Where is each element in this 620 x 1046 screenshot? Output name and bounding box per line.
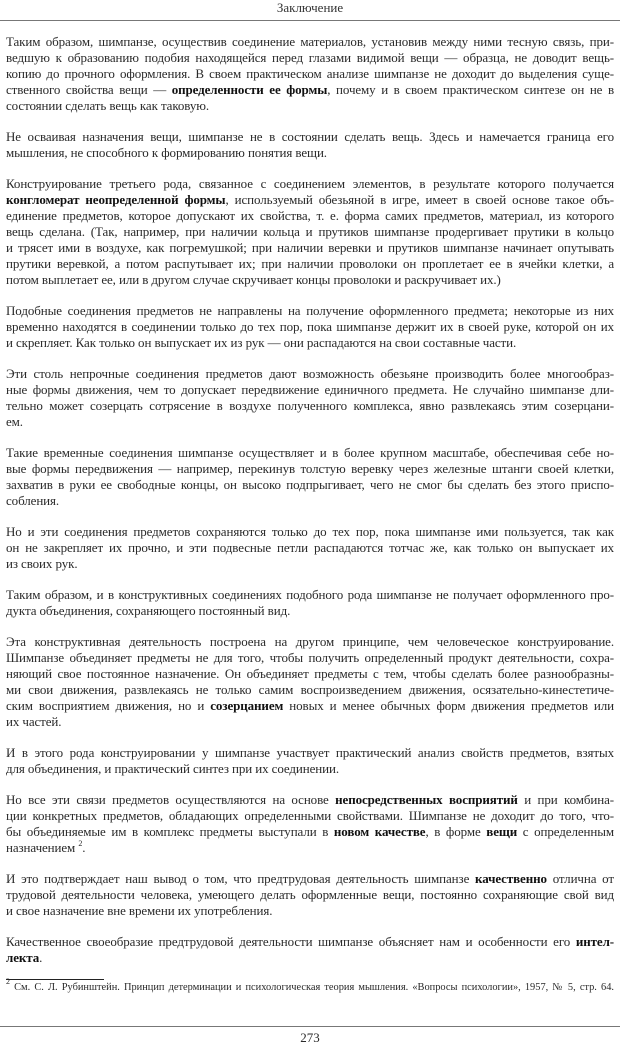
text-line [6,66,614,82]
text-run: ми свои движения, развлекаясь не только самим воспроизведением движения, осязательно-кинестетиче- [6,682,614,697]
text-line [6,887,614,903]
text-run: отлична от [546,871,614,886]
text-line [6,82,614,98]
text-line [6,761,614,777]
text-run: ским восприятием движения, но и [6,698,211,713]
text-line [6,319,614,335]
paragraph [6,871,614,919]
text-line [6,34,614,50]
bold-term: непосредственных восприятий [335,792,518,807]
text-line [6,634,614,650]
text-line [6,840,614,856]
text-run: вые формы передвижения — например, перекинув толстую веревку через железные штанги своей клетки, [6,461,614,476]
bold-term: новом качестве [333,824,426,839]
text-line [6,414,614,430]
text-line [6,540,614,556]
text-line [6,303,614,319]
text-line [6,714,614,730]
text-run: бы объединяемые им в комплекс предметы выступали в [6,824,334,839]
text-line [6,256,614,272]
text-run: Таким образом, шимпанзе, осуществив соединение материалов, установив между ними тесную связь, при- [6,34,614,49]
paragraph [6,587,614,619]
footnote-reference: 2 [78,839,83,848]
text-run: трудовой деятельности человека, умеющего делать оформленные вещи, постоянно сохраняющие свой вид [6,887,614,902]
running-header: Заключение [276,0,344,15]
text-run: вещь сделана. (Так, например, при наличии кольца и прутиков шимпанзе продергивает прутики в кольцо [6,224,614,239]
text-run: Не осваивая назначения вещи, шимпанзе не в состоянии сделать вещь. Здесь и намечается граница его [6,129,614,144]
text-run: состоянии сделать вещь как таковую. [6,98,210,113]
text-line [6,240,614,256]
paragraph [6,129,614,161]
text-run: из своих рук. [6,556,78,571]
text-run: собления. [6,493,60,508]
paragraph [6,445,614,509]
footnote-rule [6,979,104,980]
text-run: Но и эти соединения предметов сохраняются только до тех пор, пока шимпанзе ими пользуется, так как [6,524,614,539]
bold-term: созерцанием [210,698,284,713]
text-line [6,587,614,603]
text-run: с определенным [517,824,614,839]
text-run: Таким образом, и в конструктивных соединениях подобного рода шимпанзе не получает оформленного про- [6,587,614,602]
text-run: ции конкретных предметов, обладающих определенными свойствами. Шимпанзе не доходит до того, что- [6,808,614,823]
paragraph [6,792,614,856]
text-line [6,398,614,414]
body-text [6,34,614,981]
text-run: И это подтверждает наш вывод о том, что предтрудовая деятельность шимпанзе [6,871,476,886]
text-run: и трясет ими в воздухе, как погремушкой; при наличии веревки и прутиков шимпанзе начинает опутывать [6,240,614,255]
text-run: временно находятся в соединении только до тех пор, пока шимпанзе держит их в своей руке, которой он их [6,319,614,334]
text-run: единение предметов, которое допускают их свойства, т. е. форма самих предметов, материал, из которого [6,208,614,223]
text-line [6,556,614,572]
text-line [6,666,614,682]
text-run: мышления, не способного к формированию понятия вещи. [6,145,327,160]
text-line [6,98,614,114]
text-line [6,745,614,761]
text-line [6,524,614,540]
text-line [6,808,614,824]
text-run: ем. [6,414,23,429]
text-line [6,871,614,887]
text-run: прутики веревкой, а потом распутывает их; при наличии проволоки он проплетает ее в ячейки клетки, а [6,256,614,271]
text-line [6,903,614,919]
text-line [6,461,614,477]
text-run: . [39,950,43,965]
text-line [6,50,614,66]
text-run: ные формы движения, чем то допускает передвижение единичного предмета. Не случайно шимпанзе дли- [6,382,614,397]
text-line [6,792,614,808]
text-line [6,335,614,351]
paragraph [6,303,614,351]
footnote-mark: 2 [6,977,10,986]
text-run: новых и менее обычных форм движения предметов или [283,698,614,713]
text-run: копию до прочного оформления. В своем практическом анализе шимпанзе не доходит до выделения суще- [6,66,614,81]
text-run: и свое назначение вне времени их употребления. [6,903,273,918]
text-run: и при комбина- [517,792,614,807]
paragraph [6,524,614,572]
text-run: тельно может созерцать сотрясение в воздухе полученного комплекса, явно развлекаясь этим созерцани- [6,398,614,413]
text-line [6,445,614,461]
text-run: ведшую к образованию подобия находящейся перед глазами видимой вещи — образца, не доводит вещь- [6,50,614,65]
text-run: он не закрепляет их прочно, и эти подвесные петли распадаются тотчас же, как только он выпускает их [6,540,614,555]
text-line [6,145,614,161]
text-run: И в этого рода конструировании у шимпанзе участвует практический анализ свойств предметов, взятых [6,745,614,760]
footnote [6,977,614,995]
footnote-text: См. С. Л. Рубинштейн. Принцип детерминации и психологическая теория мышления. «Вопросы психологии», 1957, № 5, стр. 64. [10,982,614,993]
text-run: их частей. [6,714,62,729]
text-line [6,192,614,208]
text-run: Качественное своеобразие предтрудовой деятельности шимпанзе объясняет нам и особенности его [6,934,576,949]
text-run: захватив в руки ее свободные концы, он высоко подпрыгивает, чего не смог бы сделать без этого приспо- [6,477,614,492]
text-line [6,698,614,714]
paragraph [6,34,614,114]
text-run: ственного свойства вещи — [6,82,172,97]
text-run: , в форме [425,824,487,839]
paragraph [6,366,614,430]
text-line [6,950,614,966]
text-run: Такие временные соединения шимпанзе осуществляет и в более крупном масштабе, обеспечивая себе но- [6,445,614,460]
bold-term: конгломерат неопределенной формы [6,192,226,207]
text-run: и скрепляет. Как только он выпускает их из рук — они распадаются на свои составные части. [6,335,517,350]
text-run: для объединения, и практический синтез при их соединении. [6,761,340,776]
bold-term: определенности ее формы [171,82,328,97]
text-run: няющий свое постоянное назначение. Он объединяет предметы с тем, чтобы сделать более разнообразны- [6,666,614,681]
text-line [6,208,614,224]
bold-term: интел- [575,934,614,949]
text-run: назначением [6,840,79,855]
text-run: , используемый обезьяной в игре, имеет в своей основе такое объ- [225,192,614,207]
paragraph [6,634,614,730]
text-line [6,224,614,240]
text-line [6,603,614,619]
text-run: Подобные соединения предметов не направлены на получение оформленного предмета; некоторые из них [6,303,614,318]
text-line [6,824,614,840]
text-line [6,382,614,398]
text-run: Шимпанзе объединяет предметы не для того, чтобы получить определенный продукт деятельности, сохра- [6,650,614,665]
header-rule [0,20,620,21]
bold-term: вещи [486,824,518,839]
text-run: . [82,840,86,855]
text-run: Конструирование третьего рода, связанное с соединением элементов, в результате которого получается [6,176,614,191]
text-line [6,366,614,382]
footer-rule [0,1026,620,1027]
text-run: Но все эти связи предметов осуществляются на основе [6,792,336,807]
text-run: Эти столь непрочные соединения предметов дают возможность обезьяне производить более многообраз- [6,366,614,381]
text-run: потом выплетает ее, или в другом случае скручивает концы проволоки и раскручивает их.) [6,272,501,287]
text-run: дукта объединения, сохраняющего постоянный вид. [6,603,291,618]
bold-term: лекта [6,950,40,965]
text-line [6,934,614,950]
paragraph [6,934,614,966]
bold-term: качественно [475,871,547,886]
text-line [6,682,614,698]
text-line [6,493,614,509]
text-line [6,477,614,493]
text-line [6,272,614,288]
page-number: 273 [300,1030,320,1045]
paragraph [6,176,614,288]
text-run: , почему и в своем практическом синтезе он не в [327,82,614,97]
text-line [6,650,614,666]
paragraph [6,745,614,777]
text-run: Эта конструктивная деятельность построена на другом принципе, чем человеческое конструирование. [6,634,614,649]
text-line [6,129,614,145]
text-line [6,176,614,192]
